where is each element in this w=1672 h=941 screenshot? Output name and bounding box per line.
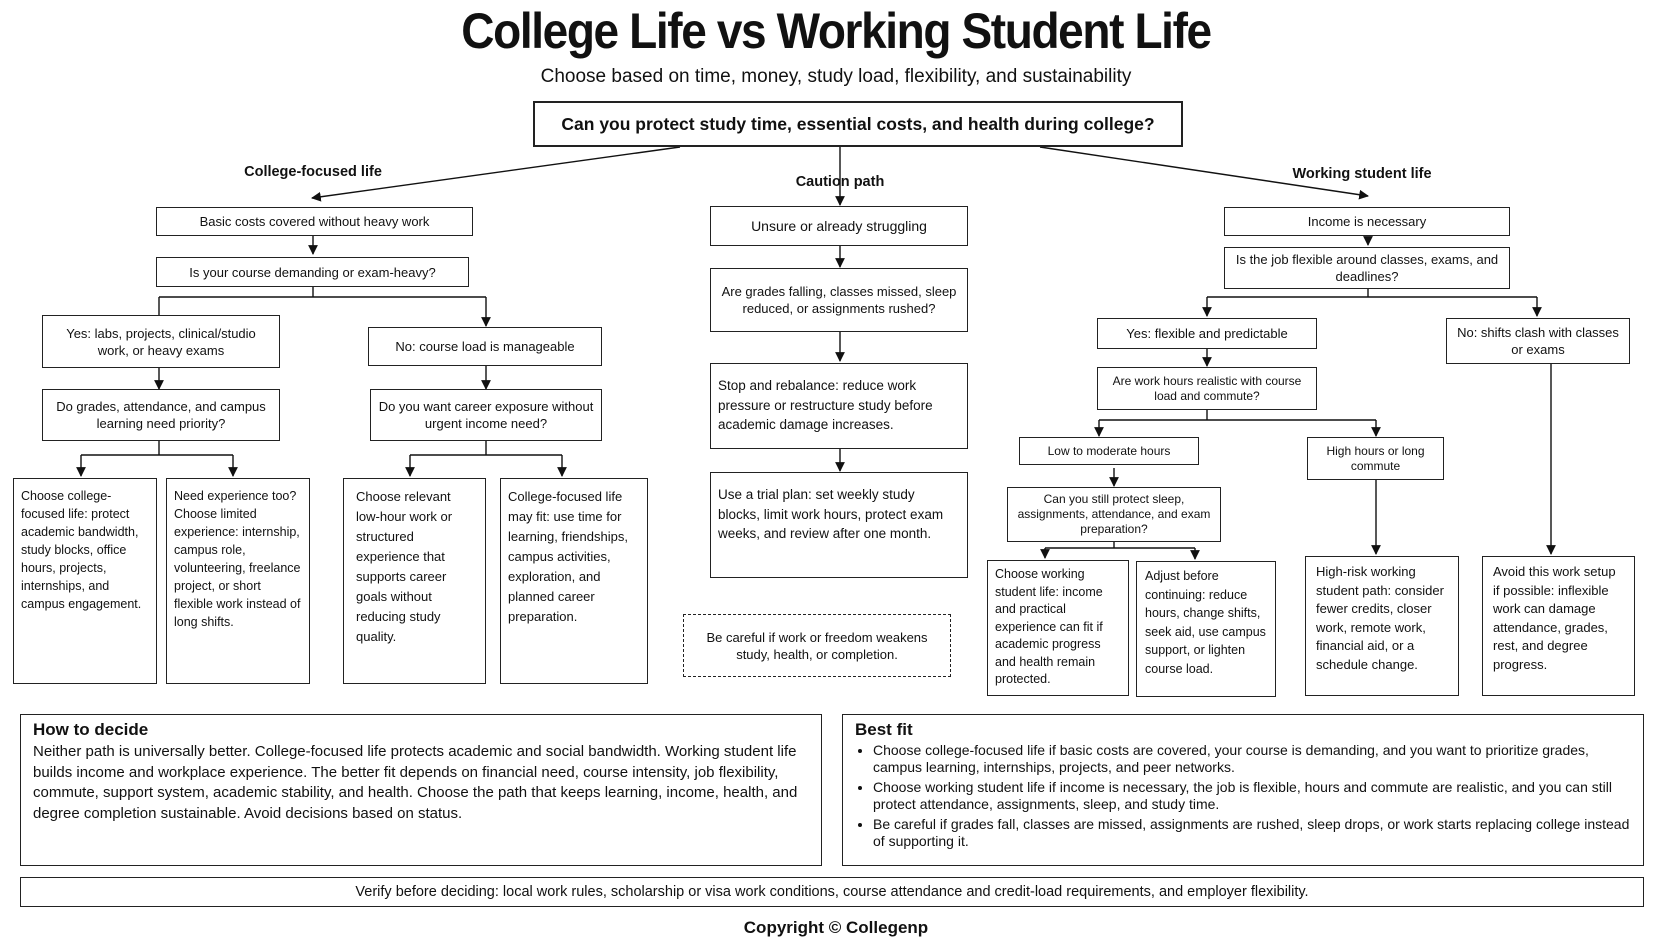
best-fit-heading: Best fit — [855, 720, 913, 739]
working-start-node: Income is necessary — [1224, 207, 1510, 236]
working-outcome-choose: Choose working student life: income and practical experience can fit if academic progress and health remain protected. — [987, 560, 1129, 696]
working-outcome-adjust: Adjust before continuing: reduce hours, change shifts, seek aid, use campus support, or lighten course load. — [1136, 561, 1276, 697]
college-outcome-focused: Choose college-focused life: protect academic bandwidth, study blocks, office hours, projects, internships, and campus engagement. — [13, 478, 157, 684]
caution-rebalance-step: Stop and rebalance: reduce work pressure or restructure study before academic damage increases. — [710, 363, 968, 449]
college-yes-node: Yes: labs, projects, clinical/studio work, or heavy exams — [42, 315, 280, 368]
college-start-node: Basic costs covered without heavy work — [156, 207, 473, 236]
working-no-node: No: shifts clash with classes or exams — [1446, 318, 1630, 364]
verify-note: Verify before deciding: local work rules, scholarship or visa work conditions, course attendance and credit-load requirements, and employer flexibility. — [20, 877, 1644, 907]
page-title: College Life vs Working Student Life — [461, 3, 1211, 59]
best-fit-item: • Choose working student life if income is necessary, the job is flexible, hours and commute are realistic, and you can still protect attendance, assignments, sleep, and study time. — [873, 779, 1631, 813]
working-high-hours-node: High hours or long commute — [1307, 437, 1444, 480]
working-flexible-question: Is the job flexible around classes, exams, and deadlines? — [1224, 247, 1510, 289]
how-to-decide-panel — [20, 714, 822, 866]
how-to-decide-text: Neither path is universally better. College-focused life protects academic and social bandwidth. Working student life builds income and workplace experience. The better fit depends on financial need, course intensity, job flexibility, commute, support system, academic stability, and health. Choose the path that keeps learning, income, health, and degree completion sustainable. Avoid decisions based on status. — [33, 743, 798, 822]
best-fit-list — [855, 742, 1631, 850]
college-course-question: Is your course demanding or exam-heavy? — [156, 257, 469, 287]
caution-trial-plan-step: Use a trial plan: set weekly study blocks, limit work hours, protect exam weeks, and review after one month. — [710, 472, 968, 578]
college-no-node: No: course load is manageable — [368, 327, 602, 366]
working-yes-node: Yes: flexible and predictable — [1097, 318, 1317, 349]
college-outcome-low-hour-work: Choose relevant low-hour work or structured experience that supports career goals without reducing study quality. — [343, 478, 486, 684]
how-to-decide-heading: How to decide — [33, 720, 149, 739]
branch-label-working: Working student life — [1292, 166, 1432, 182]
caution-start-node: Unsure or already struggling — [710, 206, 968, 246]
best-fit-item: • Choose college-focused life if basic costs are covered, your course is demanding, and you want to prioritize grades, campus learning, internships, projects, and peer networks. — [873, 742, 1631, 776]
best-fit-panel — [842, 714, 1644, 866]
working-low-hours-node: Low to moderate hours — [1019, 437, 1199, 465]
branch-label-caution: Caution path — [795, 174, 885, 190]
college-outcome-limited-experience: Need experience too? Choose limited experience: internship, campus role, volunteering, freelance project, or short flexible work instead of long shifts. — [166, 478, 310, 684]
working-outcome-avoid: Avoid this work setup if possible: inflexible work can damage attendance, grades, rest, and degree progress. — [1482, 556, 1635, 696]
college-career-question: Do you want career exposure without urgent income need? — [370, 389, 602, 441]
college-outcome-college-fit: College-focused life may fit: use time for learning, friendships, campus activities, exploration, and planned career preparation. — [500, 478, 648, 684]
caution-warning-question: Are grades falling, classes missed, sleep reduced, or assignments rushed? — [710, 268, 968, 332]
working-protect-question: Can you still protect sleep, assignments, attendance, and exam preparation? — [1007, 487, 1221, 542]
college-priority-question: Do grades, attendance, and campus learning need priority? — [42, 389, 280, 441]
root-question: Can you protect study time, essential costs, and health during college? — [533, 101, 1183, 147]
working-hours-question: Are work hours realistic with course load and commute? — [1097, 367, 1317, 410]
caution-warning-note: Be careful if work or freedom weakens study, health, or completion. — [683, 614, 951, 677]
page-subtitle: Choose based on time, money, study load, flexibility, and sustainability — [540, 66, 1132, 87]
working-outcome-high-risk: High-risk working student path: consider fewer credits, closer work, remote work, financial aid, or a schedule change. — [1305, 556, 1459, 696]
best-fit-item: • Be careful if grades fall, classes are missed, assignments are rushed, sleep drops, or work starts replacing college instead of supporting it. — [873, 816, 1631, 850]
branch-label-college: College-focused life — [244, 164, 382, 180]
copyright: Copyright © Collegenp — [743, 918, 929, 937]
